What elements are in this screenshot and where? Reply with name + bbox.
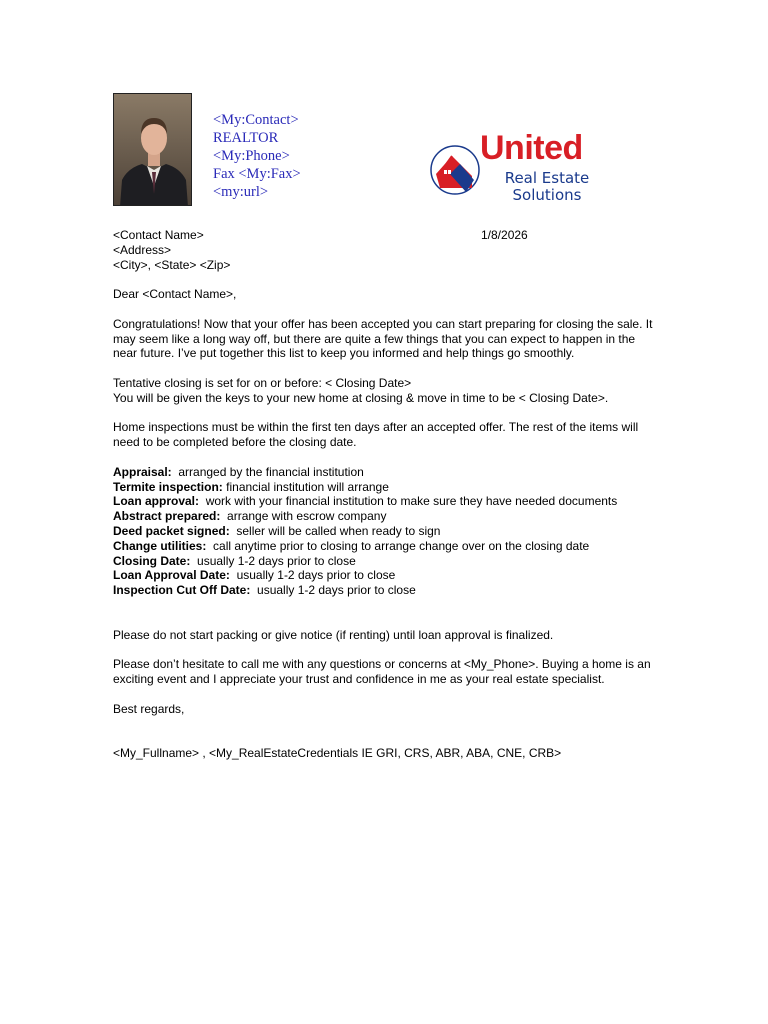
checklist-label: Closing Date: [113,553,191,568]
checklist-label: Loan Approval Date: [113,568,230,583]
checklist-label: Deed packet signed: [113,523,230,538]
agent-photo [113,93,192,206]
keys-line: You will be given the keys to your new home at closing & move in time to be < Closing Date>. [113,390,609,405]
closing-date-line: Tentative closing is set for on or before: < Closing Date> [113,375,412,390]
logo-emblem-icon [428,140,482,200]
letter-date: 1/8/2026 [481,228,528,242]
checklist-label: Change utilities: [113,538,207,553]
checklist-text: financial institution will arrange [226,479,389,494]
agent-contact-block [213,111,301,201]
checklist-item [113,494,658,509]
checklist [113,465,658,598]
checklist-text: usually 1-2 days prior to close [257,583,416,598]
salutation: Dear <Contact Name>, [113,287,237,302]
checklist-item [113,524,658,539]
checklist-label: Appraisal: [113,464,172,479]
intro-paragraph: Congratulations! Now that your offer has been accepted you can start preparing for closing the sale. It may seem like a long way off, but there are quite a few things that you can expect to happen in the near future. I’ve put together this list to keep you informed and help things go smoothly. [113,316,653,361]
logo-subtitle-line1: Real Estate [504,169,590,187]
logo-subtitle-line2: Solutions [512,186,582,204]
sign-off: Best regards, [113,701,185,716]
checklist-text: work with your financial institution to make sure they have needed documents [205,494,618,509]
logo-wordmark: United [480,129,583,167]
recipient-city-state-zip: <City>, <State> <Zip> [113,257,231,272]
checklist-text: arrange with escrow company [227,509,387,524]
agent-phone: <My:Phone> [213,148,290,164]
checklist-label: Inspection Cut Off Date: [113,583,251,598]
checklist-item [113,554,658,569]
packing-note: Please do not start packing or give notice (if renting) until loan approval is finalized. [113,627,554,642]
checklist-text: usually 1-2 days prior to close [236,568,396,583]
checklist-item [113,568,658,583]
checklist-label: Loan approval: [113,494,200,509]
agent-url[interactable]: <my:url> [213,184,269,200]
checklist-item [113,539,658,554]
checklist-text: seller will be called when ready to sign [236,523,441,538]
company-logo [428,129,600,206]
call-note: Please don’t hesitate to call me with any questions or concerns at <My_Phone>. Buying a home is an exciting event and I appreciate your trust and confidence in me as your real estate specialist. [113,657,651,686]
checklist-item [113,480,658,495]
recipient-name: <Contact Name> [113,228,204,242]
checklist-text: call anytime prior to closing to arrange change over on the closing date [213,538,590,553]
checklist-item [113,465,658,480]
checklist-text: arranged by the financial institution [178,464,364,479]
checklist-label: Abstract prepared: [113,509,221,524]
agent-title: REALTOR [213,130,279,146]
checklist-item [113,583,658,598]
checklist-text: usually 1-2 days prior to close [197,553,356,568]
agent-fax: Fax <My:Fax> [213,166,301,182]
signature-line: <My_Fullname> , <My_RealEstateCredentials IE GRI, CRS, ABR, ABA, CNE, CRB> [113,745,562,760]
recipient-address: <Address> [113,242,172,257]
letter-body [113,228,658,761]
agent-contact-name: <My:Contact> [213,112,299,128]
checklist-item [113,509,658,524]
inspections-paragraph: Home inspections must be within the first ten days after an accepted offer. The rest of the items will need to be completed before the closing date. [113,420,639,450]
checklist-label: Termite inspection: [113,479,223,494]
